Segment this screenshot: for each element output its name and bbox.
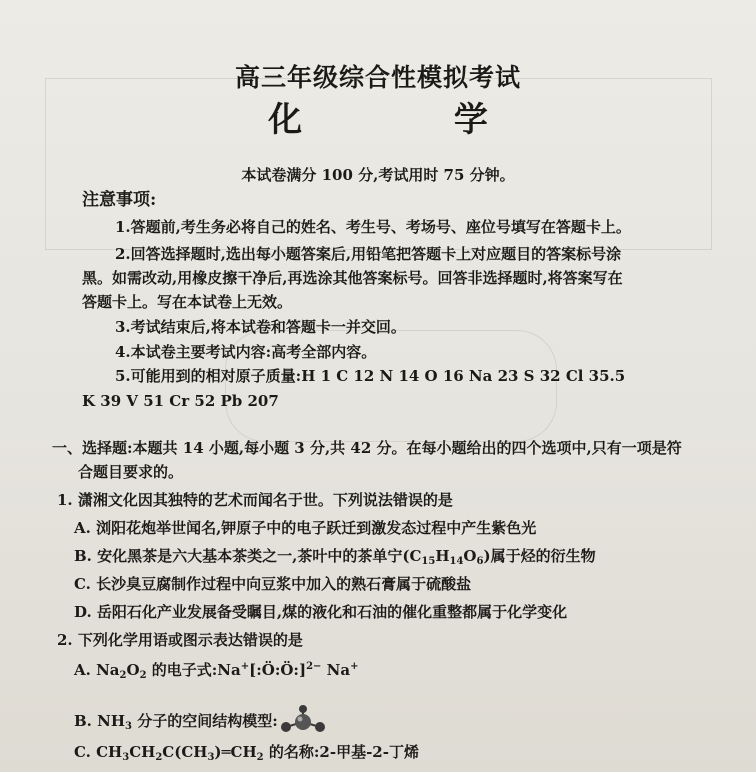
notes-item-1: 1.答题前,考生务必将自己的姓名、考生号、考场号、座位号填写在答题卡上。 (115, 218, 631, 236)
notes-item-3: 3.考试结束后,将本试卷和答题卡一并交回。 (115, 318, 406, 336)
notes-item-2-line-1: 2.回答选择题时,选出每小题答案后,用铅笔把答题卡上对应题目的答案标号涂 (115, 245, 622, 263)
question-2-option-c: C. $CH_3CH_2C(CH_3)═CH_2$ 的名称:2-甲基-2-丁烯 (74, 743, 419, 763)
notes-item-4: 4.本试卷主要考试内容:高考全部内容。 (115, 343, 377, 361)
notes-item-5-line-1: 5.可能用到的相对原子质量:H 1 C 12 N 14 O 16 Na 23 S 32 Cl 35.5 (115, 367, 626, 385)
exam-subject: 化 学 (268, 100, 558, 140)
question-2-stem: 2. 下列化学用语或图示表达错误的是 (57, 631, 303, 649)
notes-heading: 注意事项: (82, 190, 157, 210)
question-1-option-d: D. 岳阳石化产业发展备受瞩目,煤的液化和石油的催化重整都属于化学变化 (74, 603, 568, 621)
exam-title: 高三年级综合性模拟考试 (234, 63, 521, 92)
exam-meta: 本试卷满分 100 分,考试用时 75 分钟。 (241, 166, 515, 184)
notes-item-2-line-3: 答题卡上。写在本试卷上无效。 (82, 293, 293, 311)
nh3-ball-model-icon (278, 705, 328, 739)
notes-item-5-line-2: K 39 V 51 Cr 52 Pb 207 (82, 392, 279, 410)
question-1-option-b: B. 安化黑茶是六大基本茶类之一,茶叶中的茶单宁$(C_{15}H_{14}O_6)$属于烃的衍生物 (74, 547, 596, 567)
question-2-option-b: B. $NH_3$ 分子的空间结构模型: (74, 705, 328, 739)
peroxide-electron-formula: [:Ö:Ö:] (249, 661, 307, 679)
question-1-option-a: A. 浏阳花炮举世闻名,钾原子中的电子跃迁到激发态过程中产生紫色光 (74, 519, 537, 537)
question-1-stem: 1. 潇湘文化因其独特的艺术而闻名于世。下列说法错误的是 (57, 491, 453, 509)
notes-item-2-line-2: 黑。如需改动,用橡皮擦干净后,再选涂其他答案标号。回答非选择题时,将答案写在 (82, 269, 623, 287)
section-1-line-1: 一、选择题:本题共 14 小题,每小题 3 分,共 42 分。在每小题给出的四个选项中,只有一项是符 (52, 439, 682, 457)
question-1-option-c: C. 长沙臭豆腐制作过程中向豆浆中加入的熟石膏属于硫酸盐 (74, 575, 472, 593)
question-2-option-a: A. $Na_2O_2$ 的电子式:Na+[:Ö:Ö:]$^{2-}$ Na+ (74, 661, 359, 681)
section-1-line-2: 合题目要求的。 (78, 463, 184, 481)
